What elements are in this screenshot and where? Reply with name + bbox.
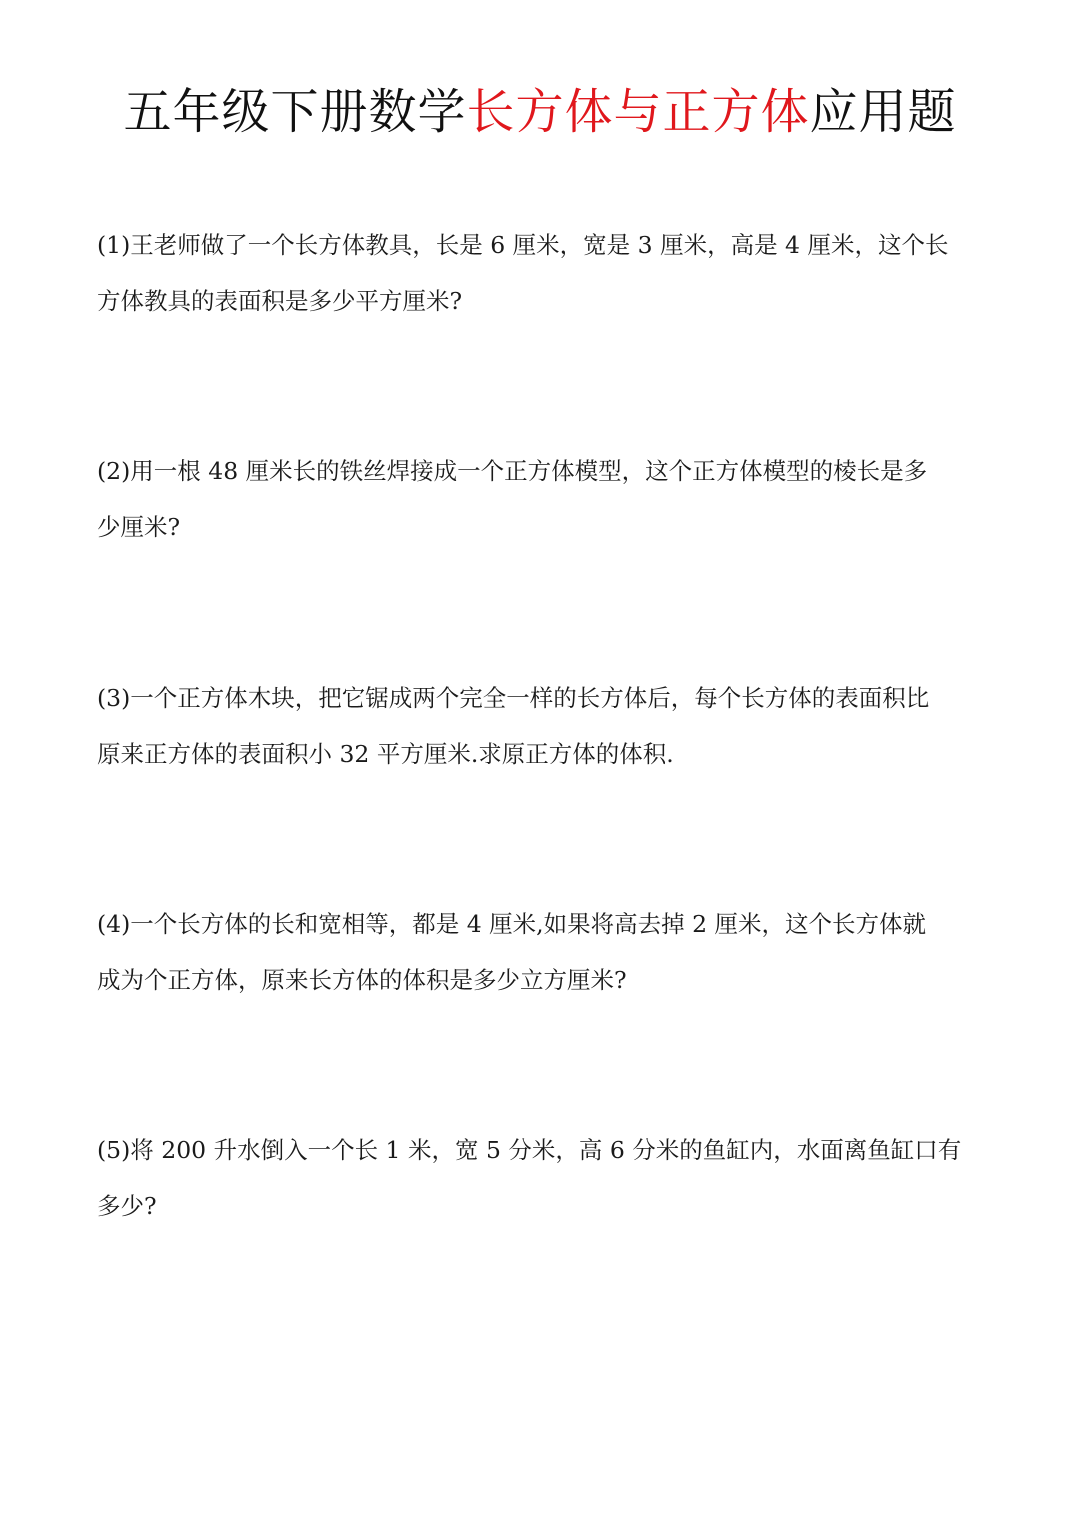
question-4-line-1: (4)一个长方体的长和宽相等，都是 4 厘米,如果将高去掉 2 厘米，这个长方体就 — [97, 910, 927, 938]
question-3-line-1: (3)一个正方体木块，把它锯成两个完全一样的长方体后，每个长方体的表面积比 — [97, 684, 930, 712]
question-1 — [97, 217, 987, 329]
question-3 — [97, 670, 987, 782]
question-4-line-2: 成为个正方体，原来长方体的体积是多少立方厘米? — [97, 966, 627, 994]
question-4 — [97, 896, 987, 1008]
title-prefix: 五年级下册数学 — [123, 84, 467, 140]
page-title — [0, 76, 1080, 148]
question-2 — [97, 443, 987, 555]
title-suffix: 应用题 — [809, 84, 957, 140]
question-3-line-2: 原来正方体的表面积小 32 平方厘米.求原正方体的体积. — [97, 740, 674, 768]
question-2-line-1: (2)用一根 48 厘米长的铁丝焊接成一个正方体模型，这个正方体模型的棱长是多 — [97, 457, 928, 485]
question-2-line-2: 少厘米? — [97, 513, 181, 541]
question-5-line-1: (5)将 200 升水倒入一个长 1 米，宽 5 分米，高 6 分米的鱼缸内，水面离鱼缸口有 — [97, 1136, 962, 1164]
title-highlight: 长方体与正方体 — [466, 84, 810, 140]
question-1-line-1: (1)王老师做了一个长方体教具，长是 6 厘米，宽是 3 厘米，高是 4 厘米，这个长 — [97, 231, 949, 259]
question-5-line-2: 多少? — [97, 1192, 157, 1220]
question-5 — [97, 1122, 987, 1234]
question-1-line-2: 方体教具的表面积是多少平方厘米? — [97, 287, 463, 315]
